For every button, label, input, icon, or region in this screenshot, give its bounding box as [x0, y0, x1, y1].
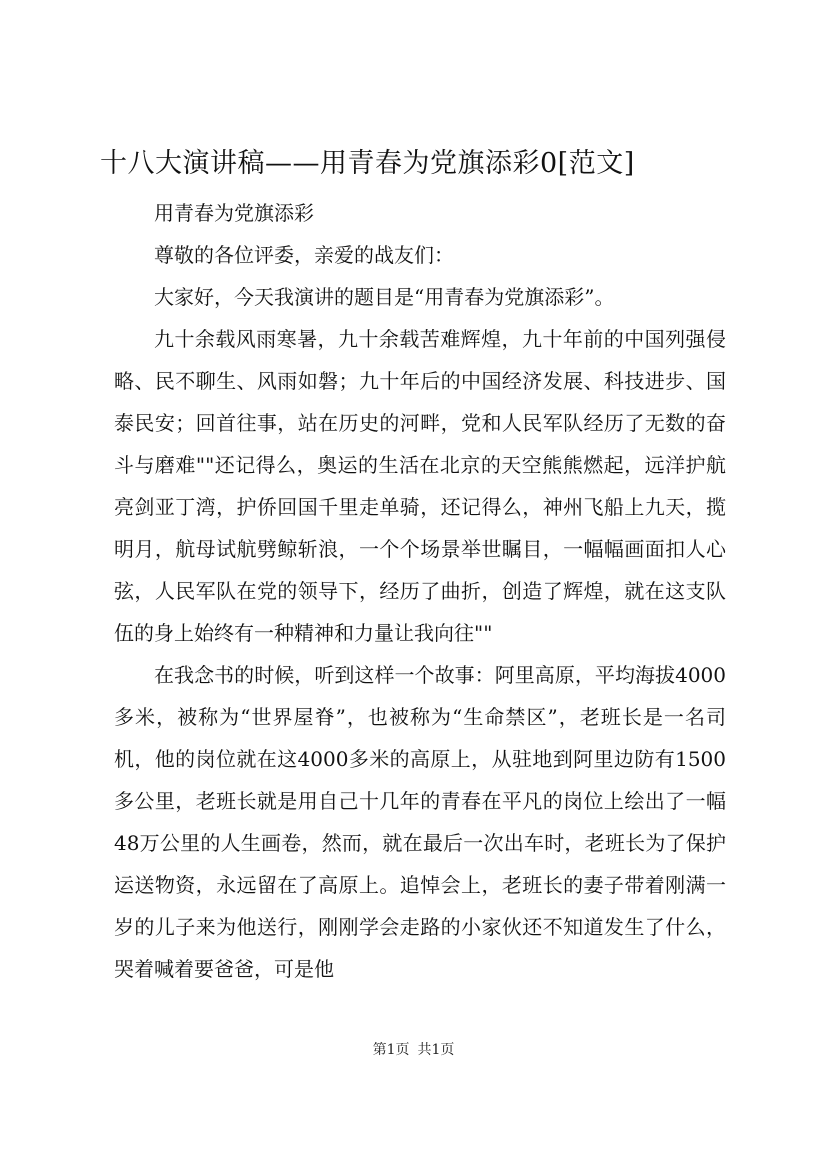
body-paragraph: 九十余载风雨寒暑，九十余载苦难辉煌，九十年前的中国列强侵略、民不聊生、风雨如磐；九十年后的中国经济发展、科技进步、国泰民安；回首往事，站在历史的河畔，党和人民军队经历了无数的奋斗与磨难""还记得么，奥运的生活在北京的天空熊熊燃起，远洋护航亮剑亚丁湾，护侨回国千里走单骑，还记得么，神州飞船上九天，揽明月，航母试航劈鲸斩浪，一个个场景举世瞩目，一幅幅画面扣人心弦，人民军队在党的领导下，经历了曲折，创造了辉煌，就在这支队伍的身上始终有一种精神和力量让我向往""	[114, 327, 726, 645]
page-footer	[0, 1040, 827, 1060]
document-title: 十八大演讲稿——用青春为党旗添彩0[范文]	[100, 148, 635, 179]
opening-paragraph: 大家好，今天我演讲的题目是“用青春为党旗添彩”。	[154, 285, 615, 309]
salutation-paragraph: 尊敬的各位评委，亲爱的战友们：	[154, 243, 454, 267]
page-number: 第1页	[372, 1042, 410, 1058]
document-body	[114, 192, 726, 990]
subtitle-paragraph: 用青春为党旗添彩	[154, 201, 314, 225]
body-paragraph: 在我念书的时候，听到这样一个故事：阿里高原，平均海拔4000多米，被称为“世界屋脊”，也被称为“生命禁区”，老班长是一名司机，他的岗位就在这4000多米的高原上，从驻地到阿里边防有1500多公里，老班长就是用自己十几年的青春在平凡的岗位上绘出了一幅48万公里的人生画卷，然而，就在最后一次出车时，老班长为了保护运送物资，永远留在了高原上。追悼会上，老班长的妻子带着刚满一岁的儿子来为他送行，刚刚学会走路的小家伙还不知道发生了什么，哭着喊着要爸爸，可是他	[114, 663, 726, 981]
page-total: 共1页	[417, 1042, 455, 1058]
